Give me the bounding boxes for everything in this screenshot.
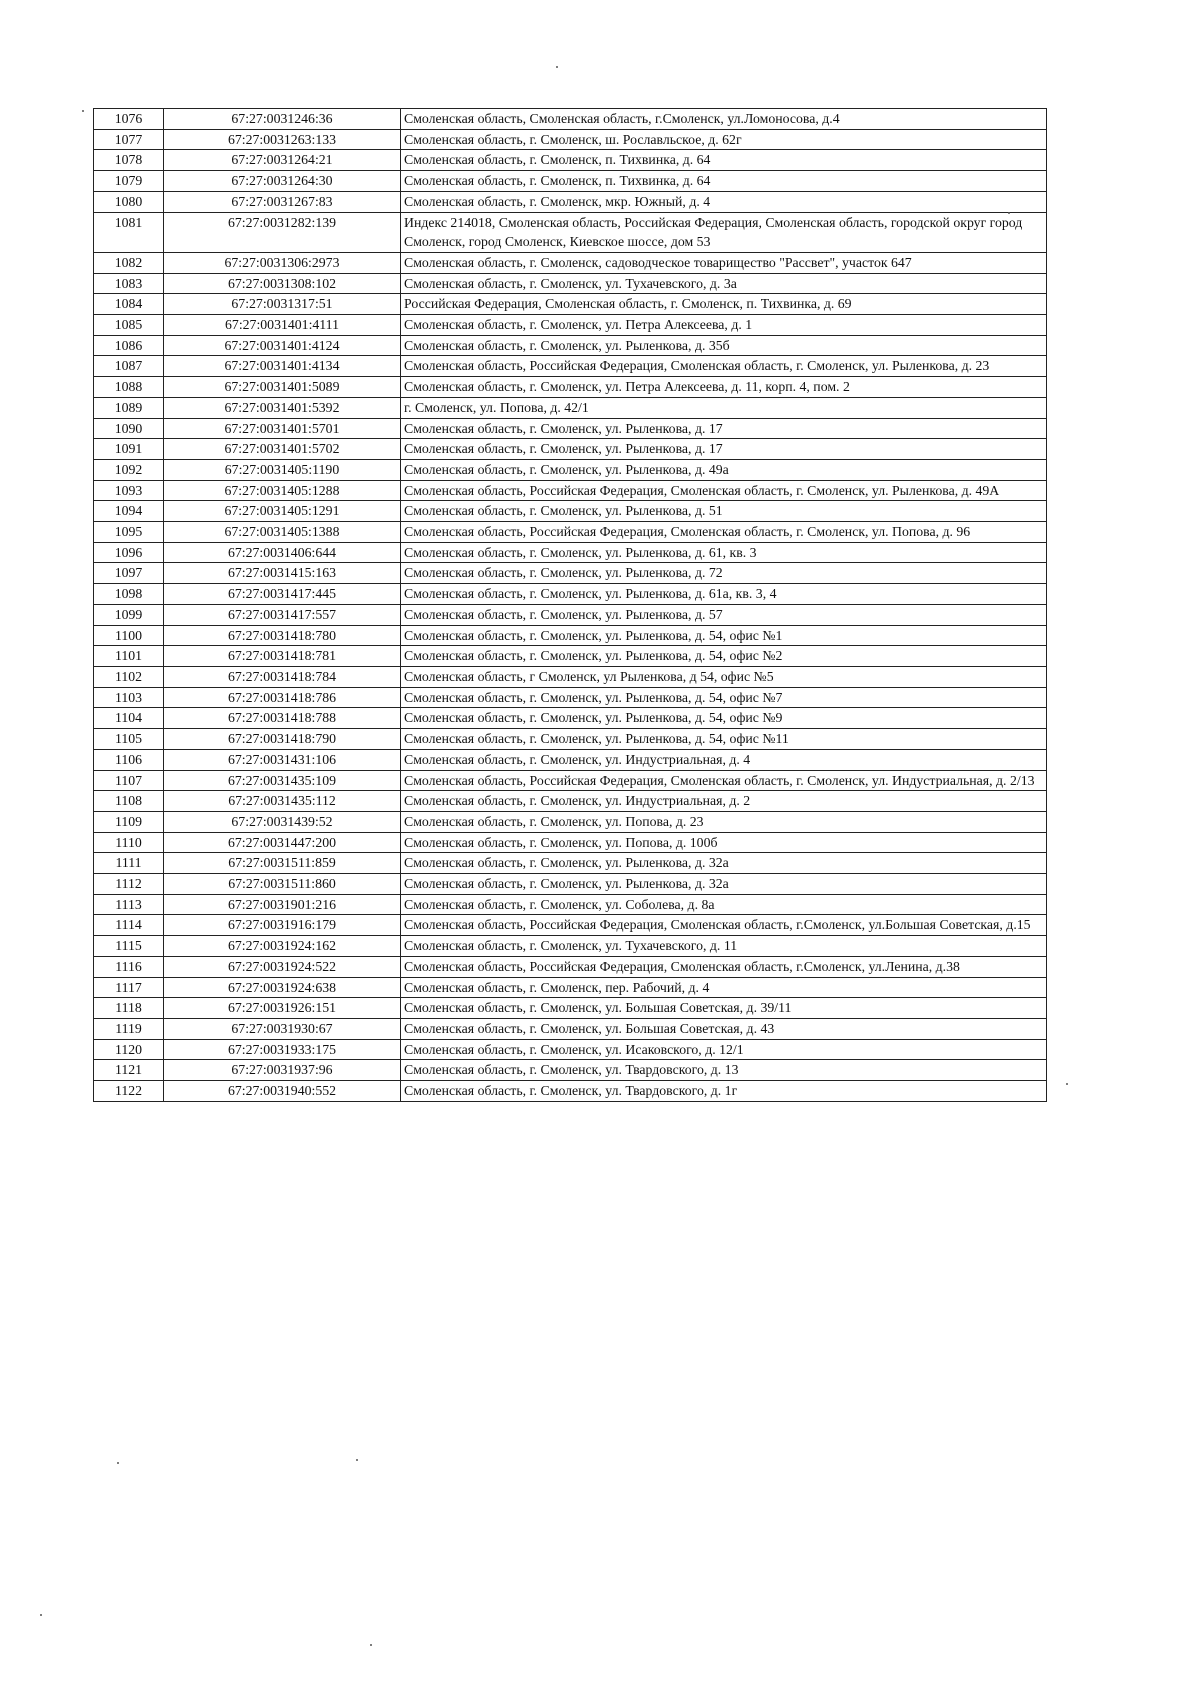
cadastral-number-cell: 67:27:0031901:216 <box>164 894 401 915</box>
address-cell: Смоленская область, г. Смоленск, п. Тихвинка, д. 64 <box>401 150 1047 171</box>
cadastral-number-cell: 67:27:0031418:786 <box>164 687 401 708</box>
table-row <box>94 377 1047 398</box>
table-row <box>94 956 1047 977</box>
cadastral-number-cell: 67:27:0031306:2973 <box>164 252 401 273</box>
address-cell: Смоленская область, г. Смоленск, ул. Рыленкова, д. 54, офис №9 <box>401 708 1047 729</box>
table-row <box>94 936 1047 957</box>
cadastral-number-cell: 67:27:0031401:5089 <box>164 377 401 398</box>
row-number-cell: 1083 <box>94 273 164 294</box>
address-cell: Смоленская область, г. Смоленск, пер. Рабочий, д. 4 <box>401 977 1047 998</box>
scan-speck <box>40 1614 42 1616</box>
address-cell: Смоленская область, г. Смоленск, ул. Исаковского, д. 12/1 <box>401 1039 1047 1060</box>
cadastral-number-cell: 67:27:0031264:30 <box>164 171 401 192</box>
cadastral-number-cell: 67:27:0031940:552 <box>164 1081 401 1102</box>
cadastral-number-cell: 67:27:0031406:644 <box>164 542 401 563</box>
table-row <box>94 874 1047 895</box>
address-cell: Смоленская область, г. Смоленск, ул. Рыленкова, д. 54, офис №1 <box>401 625 1047 646</box>
cadastral-number-cell: 67:27:0031405:1388 <box>164 522 401 543</box>
table-row <box>94 749 1047 770</box>
row-number-cell: 1078 <box>94 150 164 171</box>
table-row <box>94 1039 1047 1060</box>
address-cell: Смоленская область, г. Смоленск, ул. Рыленкова, д. 17 <box>401 418 1047 439</box>
address-cell: Смоленская область, г. Смоленск, ул. Индустриальная, д. 2 <box>401 791 1047 812</box>
address-cell: Смоленская область, г. Смоленск, ул. Тухачевского, д. 3а <box>401 273 1047 294</box>
address-cell: Смоленская область, г. Смоленск, садоводческое товарищество "Рассвет", участок 647 <box>401 252 1047 273</box>
scan-speck <box>370 1644 372 1646</box>
row-number-cell: 1098 <box>94 584 164 605</box>
row-number-cell: 1115 <box>94 936 164 957</box>
table-row <box>94 811 1047 832</box>
table-row <box>94 832 1047 853</box>
row-number-cell: 1082 <box>94 252 164 273</box>
cadastral-number-cell: 67:27:0031933:175 <box>164 1039 401 1060</box>
row-number-cell: 1103 <box>94 687 164 708</box>
address-cell: Смоленская область, г. Смоленск, мкр. Южный, д. 4 <box>401 191 1047 212</box>
cadastral-number-cell: 67:27:0031924:162 <box>164 936 401 957</box>
row-number-cell: 1117 <box>94 977 164 998</box>
cadastral-number-cell: 67:27:0031447:200 <box>164 832 401 853</box>
address-cell: Смоленская область, г. Смоленск, ул. Соболева, д. 8а <box>401 894 1047 915</box>
cadastral-number-cell: 67:27:0031264:21 <box>164 150 401 171</box>
row-number-cell: 1081 <box>94 212 164 252</box>
cadastral-number-cell: 67:27:0031916:179 <box>164 915 401 936</box>
row-number-cell: 1099 <box>94 604 164 625</box>
address-cell: Смоленская область, г. Смоленск, ул. Рыленкова, д. 35б <box>401 335 1047 356</box>
table-row <box>94 109 1047 130</box>
table-row <box>94 729 1047 750</box>
address-cell: г. Смоленск, ул. Попова, д. 42/1 <box>401 397 1047 418</box>
table-row <box>94 646 1047 667</box>
row-number-cell: 1120 <box>94 1039 164 1060</box>
table-row <box>94 1081 1047 1102</box>
cadastral-number-cell: 67:27:0031417:557 <box>164 604 401 625</box>
row-number-cell: 1095 <box>94 522 164 543</box>
address-cell: Смоленская область, Российская Федерация, Смоленская область, г. Смоленск, ул. Рыленкова, д. 49А <box>401 480 1047 501</box>
row-number-cell: 1116 <box>94 956 164 977</box>
row-number-cell: 1110 <box>94 832 164 853</box>
scan-speck <box>356 1459 358 1461</box>
address-cell: Смоленская область, г. Смоленск, ул. Рыленкова, д. 61а, кв. 3, 4 <box>401 584 1047 605</box>
address-cell: Смоленская область, г. Смоленск, ул. Большая Советская, д. 39/11 <box>401 998 1047 1019</box>
address-cell: Смоленская область, г. Смоленск, ул. Рыленкова, д. 51 <box>401 501 1047 522</box>
table-row <box>94 1018 1047 1039</box>
scan-speck <box>1066 1083 1068 1085</box>
scan-speck <box>82 110 84 112</box>
cadastral-number-cell: 67:27:0031263:133 <box>164 129 401 150</box>
cadastral-number-cell: 67:27:0031401:4124 <box>164 335 401 356</box>
cadastral-number-cell: 67:27:0031401:5701 <box>164 418 401 439</box>
table-row <box>94 791 1047 812</box>
row-number-cell: 1097 <box>94 563 164 584</box>
cadastral-number-cell: 67:27:0031401:5702 <box>164 439 401 460</box>
row-number-cell: 1091 <box>94 439 164 460</box>
cadastral-number-cell: 67:27:0031418:780 <box>164 625 401 646</box>
address-cell: Смоленская область, Российская Федерация, Смоленская область, г. Смоленск, ул. Попова, д. 96 <box>401 522 1047 543</box>
table-row <box>94 708 1047 729</box>
cadastral-number-cell: 67:27:0031511:860 <box>164 874 401 895</box>
cadastral-number-cell: 67:27:0031418:781 <box>164 646 401 667</box>
table-row <box>94 294 1047 315</box>
table-row <box>94 687 1047 708</box>
table-row <box>94 894 1047 915</box>
cadastral-number-cell: 67:27:0031267:83 <box>164 191 401 212</box>
table-row <box>94 459 1047 480</box>
cadastral-number-cell: 67:27:0031937:96 <box>164 1060 401 1081</box>
table-row <box>94 273 1047 294</box>
row-number-cell: 1114 <box>94 915 164 936</box>
cadastral-number-cell: 67:27:0031401:5392 <box>164 397 401 418</box>
cadastral-number-cell: 67:27:0031418:790 <box>164 729 401 750</box>
address-cell: Смоленская область, г. Смоленск, ул. Твардовского, д. 1г <box>401 1081 1047 1102</box>
address-cell: Смоленская область, г. Смоленск, ул. Петра Алексеева, д. 1 <box>401 315 1047 336</box>
cadastral-number-cell: 67:27:0031435:112 <box>164 791 401 812</box>
address-cell: Смоленская область, г. Смоленск, ш. Рославльское, д. 62г <box>401 129 1047 150</box>
cadastral-number-cell: 67:27:0031308:102 <box>164 273 401 294</box>
cadastral-number-cell: 67:27:0031924:638 <box>164 977 401 998</box>
row-number-cell: 1080 <box>94 191 164 212</box>
cadastral-number-cell: 67:27:0031924:522 <box>164 956 401 977</box>
address-cell: Смоленская область, Российская Федерация, Смоленская область, г.Смоленск, ул.Большая Советская, д.15 <box>401 915 1047 936</box>
scan-speck <box>1008 212 1010 214</box>
cadastral-number-cell: 67:27:0031405:1288 <box>164 480 401 501</box>
scan-speck <box>117 1462 119 1464</box>
table-row <box>94 418 1047 439</box>
address-cell: Смоленская область, г. Смоленск, п. Тихвинка, д. 64 <box>401 171 1047 192</box>
cadastral-number-cell: 67:27:0031282:139 <box>164 212 401 252</box>
row-number-cell: 1079 <box>94 171 164 192</box>
table-row <box>94 150 1047 171</box>
table-row <box>94 501 1047 522</box>
row-number-cell: 1088 <box>94 377 164 398</box>
cadastral-register-table <box>93 108 1047 1102</box>
scan-speck <box>556 66 558 68</box>
row-number-cell: 1089 <box>94 397 164 418</box>
row-number-cell: 1112 <box>94 874 164 895</box>
cadastral-number-cell: 67:27:0031930:67 <box>164 1018 401 1039</box>
cadastral-number-cell: 67:27:0031405:1291 <box>164 501 401 522</box>
address-cell: Смоленская область, г. Смоленск, ул. Попова, д. 23 <box>401 811 1047 832</box>
table-row <box>94 129 1047 150</box>
table-row <box>94 853 1047 874</box>
table-row <box>94 315 1047 336</box>
row-number-cell: 1106 <box>94 749 164 770</box>
table-row <box>94 542 1047 563</box>
address-cell: Смоленская область, г. Смоленск, ул. Твардовского, д. 13 <box>401 1060 1047 1081</box>
table-row <box>94 770 1047 791</box>
cadastral-number-cell: 67:27:0031401:4134 <box>164 356 401 377</box>
table-row <box>94 439 1047 460</box>
cadastral-number-cell: 67:27:0031405:1190 <box>164 459 401 480</box>
table-row <box>94 522 1047 543</box>
table-row <box>94 998 1047 1019</box>
address-cell: Смоленская область, Смоленская область, г.Смоленск, ул.Ломоносова, д.4 <box>401 109 1047 130</box>
row-number-cell: 1118 <box>94 998 164 1019</box>
cadastral-number-cell: 67:27:0031317:51 <box>164 294 401 315</box>
table-row <box>94 356 1047 377</box>
row-number-cell: 1092 <box>94 459 164 480</box>
row-number-cell: 1121 <box>94 1060 164 1081</box>
row-number-cell: 1109 <box>94 811 164 832</box>
address-cell: Смоленская область, г. Смоленск, ул. Тухачевского, д. 11 <box>401 936 1047 957</box>
cadastral-number-cell: 67:27:0031417:445 <box>164 584 401 605</box>
table-row <box>94 666 1047 687</box>
cadastral-number-cell: 67:27:0031246:36 <box>164 109 401 130</box>
row-number-cell: 1100 <box>94 625 164 646</box>
address-cell: Смоленская область, г. Смоленск, ул. Рыленкова, д. 54, офис №11 <box>401 729 1047 750</box>
row-number-cell: 1104 <box>94 708 164 729</box>
row-number-cell: 1119 <box>94 1018 164 1039</box>
row-number-cell: 1111 <box>94 853 164 874</box>
address-cell: Смоленская область, г. Смоленск, ул. Рыленкова, д. 32а <box>401 874 1047 895</box>
address-cell: Смоленская область, Российская Федерация, Смоленская область, г. Смоленск, ул. Индустриальная, д. 2/13 <box>401 770 1047 791</box>
row-number-cell: 1096 <box>94 542 164 563</box>
table-row <box>94 397 1047 418</box>
address-cell: Смоленская область, г. Смоленск, ул. Рыленкова, д. 54, офис №7 <box>401 687 1047 708</box>
table-row <box>94 191 1047 212</box>
row-number-cell: 1076 <box>94 109 164 130</box>
table-row <box>94 977 1047 998</box>
address-cell: Смоленская область, г. Смоленск, ул. Рыленкова, д. 57 <box>401 604 1047 625</box>
cadastral-number-cell: 67:27:0031926:151 <box>164 998 401 1019</box>
table-row <box>94 1060 1047 1081</box>
row-number-cell: 1102 <box>94 666 164 687</box>
address-cell: Смоленская область, г. Смоленск, ул. Рыленкова, д. 49а <box>401 459 1047 480</box>
address-cell: Смоленская область, г. Смоленск, ул. Большая Советская, д. 43 <box>401 1018 1047 1039</box>
table-row <box>94 335 1047 356</box>
table-row <box>94 604 1047 625</box>
table-row <box>94 915 1047 936</box>
register-table-body <box>94 109 1047 1102</box>
row-number-cell: 1107 <box>94 770 164 791</box>
row-number-cell: 1087 <box>94 356 164 377</box>
table-row <box>94 625 1047 646</box>
table-row <box>94 212 1047 252</box>
row-number-cell: 1108 <box>94 791 164 812</box>
address-cell: Смоленская область, г Смоленск, ул Рыленкова, д 54, офис №5 <box>401 666 1047 687</box>
cadastral-number-cell: 67:27:0031418:788 <box>164 708 401 729</box>
address-cell: Смоленская область, Российская Федерация, Смоленская область, г. Смоленск, ул. Рыленкова, д. 23 <box>401 356 1047 377</box>
row-number-cell: 1077 <box>94 129 164 150</box>
address-cell: Смоленская область, г. Смоленск, ул. Попова, д. 100б <box>401 832 1047 853</box>
row-number-cell: 1105 <box>94 729 164 750</box>
cadastral-number-cell: 67:27:0031439:52 <box>164 811 401 832</box>
address-cell: Индекс 214018, Смоленская область, Российская Федерация, Смоленская область, городской округ город Смоленск, город Смоленск, Киевское шоссе, дом 53 <box>401 212 1047 252</box>
table-row <box>94 171 1047 192</box>
cadastral-number-cell: 67:27:0031435:109 <box>164 770 401 791</box>
address-cell: Смоленская область, г. Смоленск, ул. Рыленкова, д. 72 <box>401 563 1047 584</box>
table-row <box>94 563 1047 584</box>
row-number-cell: 1122 <box>94 1081 164 1102</box>
row-number-cell: 1101 <box>94 646 164 667</box>
row-number-cell: 1113 <box>94 894 164 915</box>
cadastral-number-cell: 67:27:0031431:106 <box>164 749 401 770</box>
address-cell: Смоленская область, г. Смоленск, ул. Рыленкова, д. 32а <box>401 853 1047 874</box>
address-cell: Смоленская область, г. Смоленск, ул. Рыленкова, д. 17 <box>401 439 1047 460</box>
cadastral-number-cell: 67:27:0031401:4111 <box>164 315 401 336</box>
address-cell: Смоленская область, г. Смоленск, ул. Индустриальная, д. 4 <box>401 749 1047 770</box>
row-number-cell: 1084 <box>94 294 164 315</box>
cadastral-number-cell: 67:27:0031415:163 <box>164 563 401 584</box>
address-cell: Российская Федерация, Смоленская область, г. Смоленск, п. Тихвинка, д. 69 <box>401 294 1047 315</box>
address-cell: Смоленская область, г. Смоленск, ул. Рыленкова, д. 61, кв. 3 <box>401 542 1047 563</box>
address-cell: Смоленская область, г. Смоленск, ул. Рыленкова, д. 54, офис №2 <box>401 646 1047 667</box>
table-row <box>94 584 1047 605</box>
row-number-cell: 1094 <box>94 501 164 522</box>
table-row <box>94 252 1047 273</box>
row-number-cell: 1090 <box>94 418 164 439</box>
cadastral-number-cell: 67:27:0031511:859 <box>164 853 401 874</box>
address-cell: Смоленская область, Российская Федерация, Смоленская область, г.Смоленск, ул.Ленина, д.38 <box>401 956 1047 977</box>
row-number-cell: 1085 <box>94 315 164 336</box>
row-number-cell: 1086 <box>94 335 164 356</box>
row-number-cell: 1093 <box>94 480 164 501</box>
cadastral-number-cell: 67:27:0031418:784 <box>164 666 401 687</box>
table-row <box>94 480 1047 501</box>
address-cell: Смоленская область, г. Смоленск, ул. Петра Алексеева, д. 11, корп. 4, пом. 2 <box>401 377 1047 398</box>
